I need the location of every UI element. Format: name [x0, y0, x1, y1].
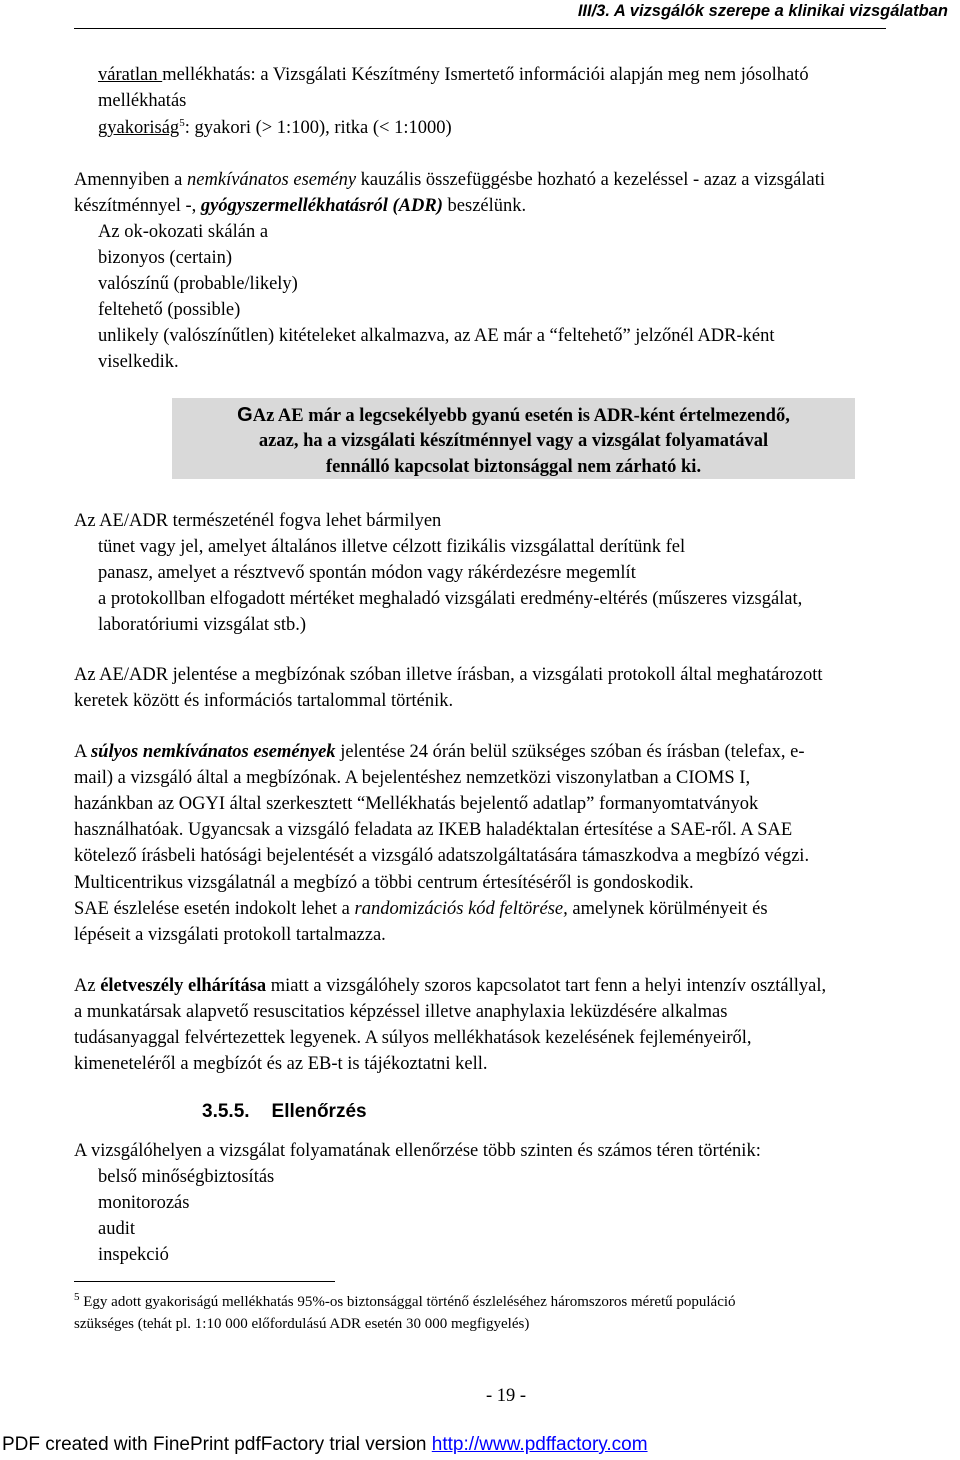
text: Egy adott gyakoriságú mellékhatás 95%-os biztonsággal történő észleléséhez háromszoros méretű populáció — [79, 1294, 736, 1310]
term-adr: gyógyszermellékhatásról (ADR) — [200, 196, 443, 216]
ae-nature-intro: Az AE/ADR természeténél fogva lehet bármilyen — [74, 511, 442, 531]
text: miatt a vizsgálóhely szoros kapcsolatot tart fenn a helyi intenzív osztállyal, — [266, 976, 827, 996]
control-item: audit — [98, 1219, 135, 1239]
ae-nature-item-cont: laboratóriumi vizsgálat stb.) — [98, 615, 307, 635]
definition-frequency — [98, 115, 452, 141]
life-threat-line-2: a munkatársak alapvető resuscitatios képzéssel illetve anaphylaxia leküzdésére alkalmas — [74, 1002, 728, 1022]
serious-line-8: lépéseit a vizsgálati protokoll tartalmazza. — [74, 925, 386, 945]
footnote-ref: 5 — [179, 116, 185, 129]
section-number: 3.5.5. — [202, 1101, 250, 1122]
serious-line-6: Multicentrikus vizsgálatnál a megbízó a többi centrum értesítéséről is gondoskodik. — [74, 873, 694, 893]
callout-line-2: azaz, ha a vizsgálati készítménnyel vagy a vizsgálat folyamatával — [258, 431, 769, 451]
text: SAE észlelése esetén indokolt lehet a — [74, 899, 355, 919]
serious-line-1 — [74, 739, 805, 765]
control-item: monitorozás — [98, 1193, 190, 1213]
pdf-factory-link[interactable]: http://www.pdffactory.com — [431, 1434, 648, 1455]
footnote-line-1 — [74, 1292, 736, 1312]
term-frequency: gyakoriság — [98, 118, 180, 138]
text: kauzális összefüggésbe hozható a kezeléssel - azaz a vizsgálati — [356, 170, 826, 190]
pdf-footer-text: PDF created with FinePrint pdfFactory trial version — [2, 1434, 432, 1455]
causality-line-2 — [74, 193, 526, 219]
header-rule — [74, 28, 886, 29]
scale-item-last: unlikely (valószínűtlen) kitételeket alkalmazva, az AE már a “feltehető” jelzőnél ADR-ként — [98, 326, 775, 346]
definition-unexpected-text: mellékhatás: a Vizsgálati Készítmény Ismertető információi alapján meg nem jósolható — [162, 65, 809, 85]
section-title: Ellenőrzés — [271, 1101, 367, 1122]
reporting-line-1: Az AE/ADR jelentése a megbízónak szóban illetve írásban, a vizsgálati protokoll által meghatározott — [74, 665, 823, 685]
text: beszélünk. — [442, 196, 527, 216]
footnote-number: 5 — [74, 1291, 80, 1303]
text: készítménnyel -, — [74, 196, 201, 216]
serious-line-3: hazánkban az OGYI által szerkesztett “Mellékhatás bejelentő adatlap” formanyomtatványok — [74, 794, 759, 814]
term-unexpected: váratlan — [98, 65, 163, 85]
control-item: belső minőségbiztosítás — [98, 1167, 275, 1187]
scale-item-last-cont: viselkedik. — [98, 352, 179, 372]
footnote-line-2: szükséges (tehát pl. 1:10 000 előfordulású ADR esetén 30 000 megfigyelés) — [74, 1316, 530, 1332]
reporting-line-2: keretek között és információs tartalommal történik. — [74, 691, 454, 711]
text: Amennyiben a — [74, 170, 188, 190]
section-intro: A vizsgálóhelyen a vizsgálat folyamatának ellenőrzése több szinten és számos téren történik: — [74, 1141, 761, 1161]
page-number: - 19 - — [485, 1386, 527, 1406]
term-life-threat: életveszély elhárítása — [100, 976, 267, 996]
term-unblinding: randomizációs kód feltörése, — [354, 899, 568, 919]
serious-line-4: használhatóak. Ugyancsak a vizsgáló feladata az IKEB haladéktalan értesítése a SAE-ről. A SAE — [74, 820, 793, 840]
ae-nature-item: a protokollban elfogadott mértéket meghaladó vizsgálati eredmény-eltérés (műszeres vizsgálat, — [98, 589, 803, 609]
footnote-rule — [74, 1281, 335, 1282]
pdf-footer — [2, 1432, 648, 1458]
ae-nature-item: panasz, amelyet a résztvevő spontán módon vagy rákérdezésre megemlít — [98, 563, 636, 583]
text: Az — [74, 976, 101, 996]
term-adverse-event: nemkívánatos esemény — [187, 170, 357, 190]
life-threat-line-1 — [74, 973, 826, 999]
scale-item: valószínű (probable/likely) — [98, 274, 298, 294]
definition-unexpected — [98, 62, 809, 88]
section-heading — [202, 1100, 367, 1124]
causality-line-1 — [74, 167, 825, 193]
scale-item: feltehető (possible) — [98, 300, 241, 320]
callout-marker: G — [237, 404, 253, 426]
text: Az AE már a legcsekélyebb gyanú esetén is ADR-ként értelmezendő, — [252, 406, 790, 426]
callout-line-3: fennálló kapcsolat biztonsággal nem zárható ki. — [325, 457, 702, 477]
serious-line-2: mail) a vizsgáló által a megbízónak. A bejelentéshez nemzetközi viszonylatban a CIOMS I, — [74, 768, 751, 788]
life-threat-line-4: kimeneteléről a megbízót és az EB-t is tájékoztatni kell. — [74, 1054, 488, 1074]
running-header: III/3. A vizsgálók szerepe a klinikai vizsgálatban — [577, 2, 948, 20]
serious-line-5: kötelező írásbeli hatósági bejelentését a vizsgáló adatszolgáltatására támaszkodva a megbízó végzi. — [74, 846, 810, 866]
scale-intro: Az ok-okozati skálán a — [98, 222, 269, 242]
definition-frequency-text: : gyakori (> 1:100), ritka (< 1:1000) — [184, 118, 452, 138]
ae-nature-item: tünet vagy jel, amelyet általános illetve célzott fizikális vizsgálattal derítünk fel — [98, 537, 686, 557]
callout-line-1 — [172, 402, 855, 429]
control-item: inspekció — [98, 1245, 169, 1265]
life-threat-line-3: tudásanyaggal felvértezettek legyenek. A súlyos mellékhatások kezelésének fejleményeiről, — [74, 1028, 752, 1048]
serious-line-7 — [74, 896, 768, 922]
text: jelentése 24 órán belül szükséges szóban és írásban (telefax, e- — [335, 742, 805, 762]
text: A — [74, 742, 91, 762]
term-sae: súlyos nemkívánatos események — [90, 742, 336, 762]
scale-item: bizonyos (certain) — [98, 248, 233, 268]
definition-unexpected-cont: mellékhatás — [98, 91, 187, 111]
text: amelynek körülményeit és — [567, 899, 768, 919]
